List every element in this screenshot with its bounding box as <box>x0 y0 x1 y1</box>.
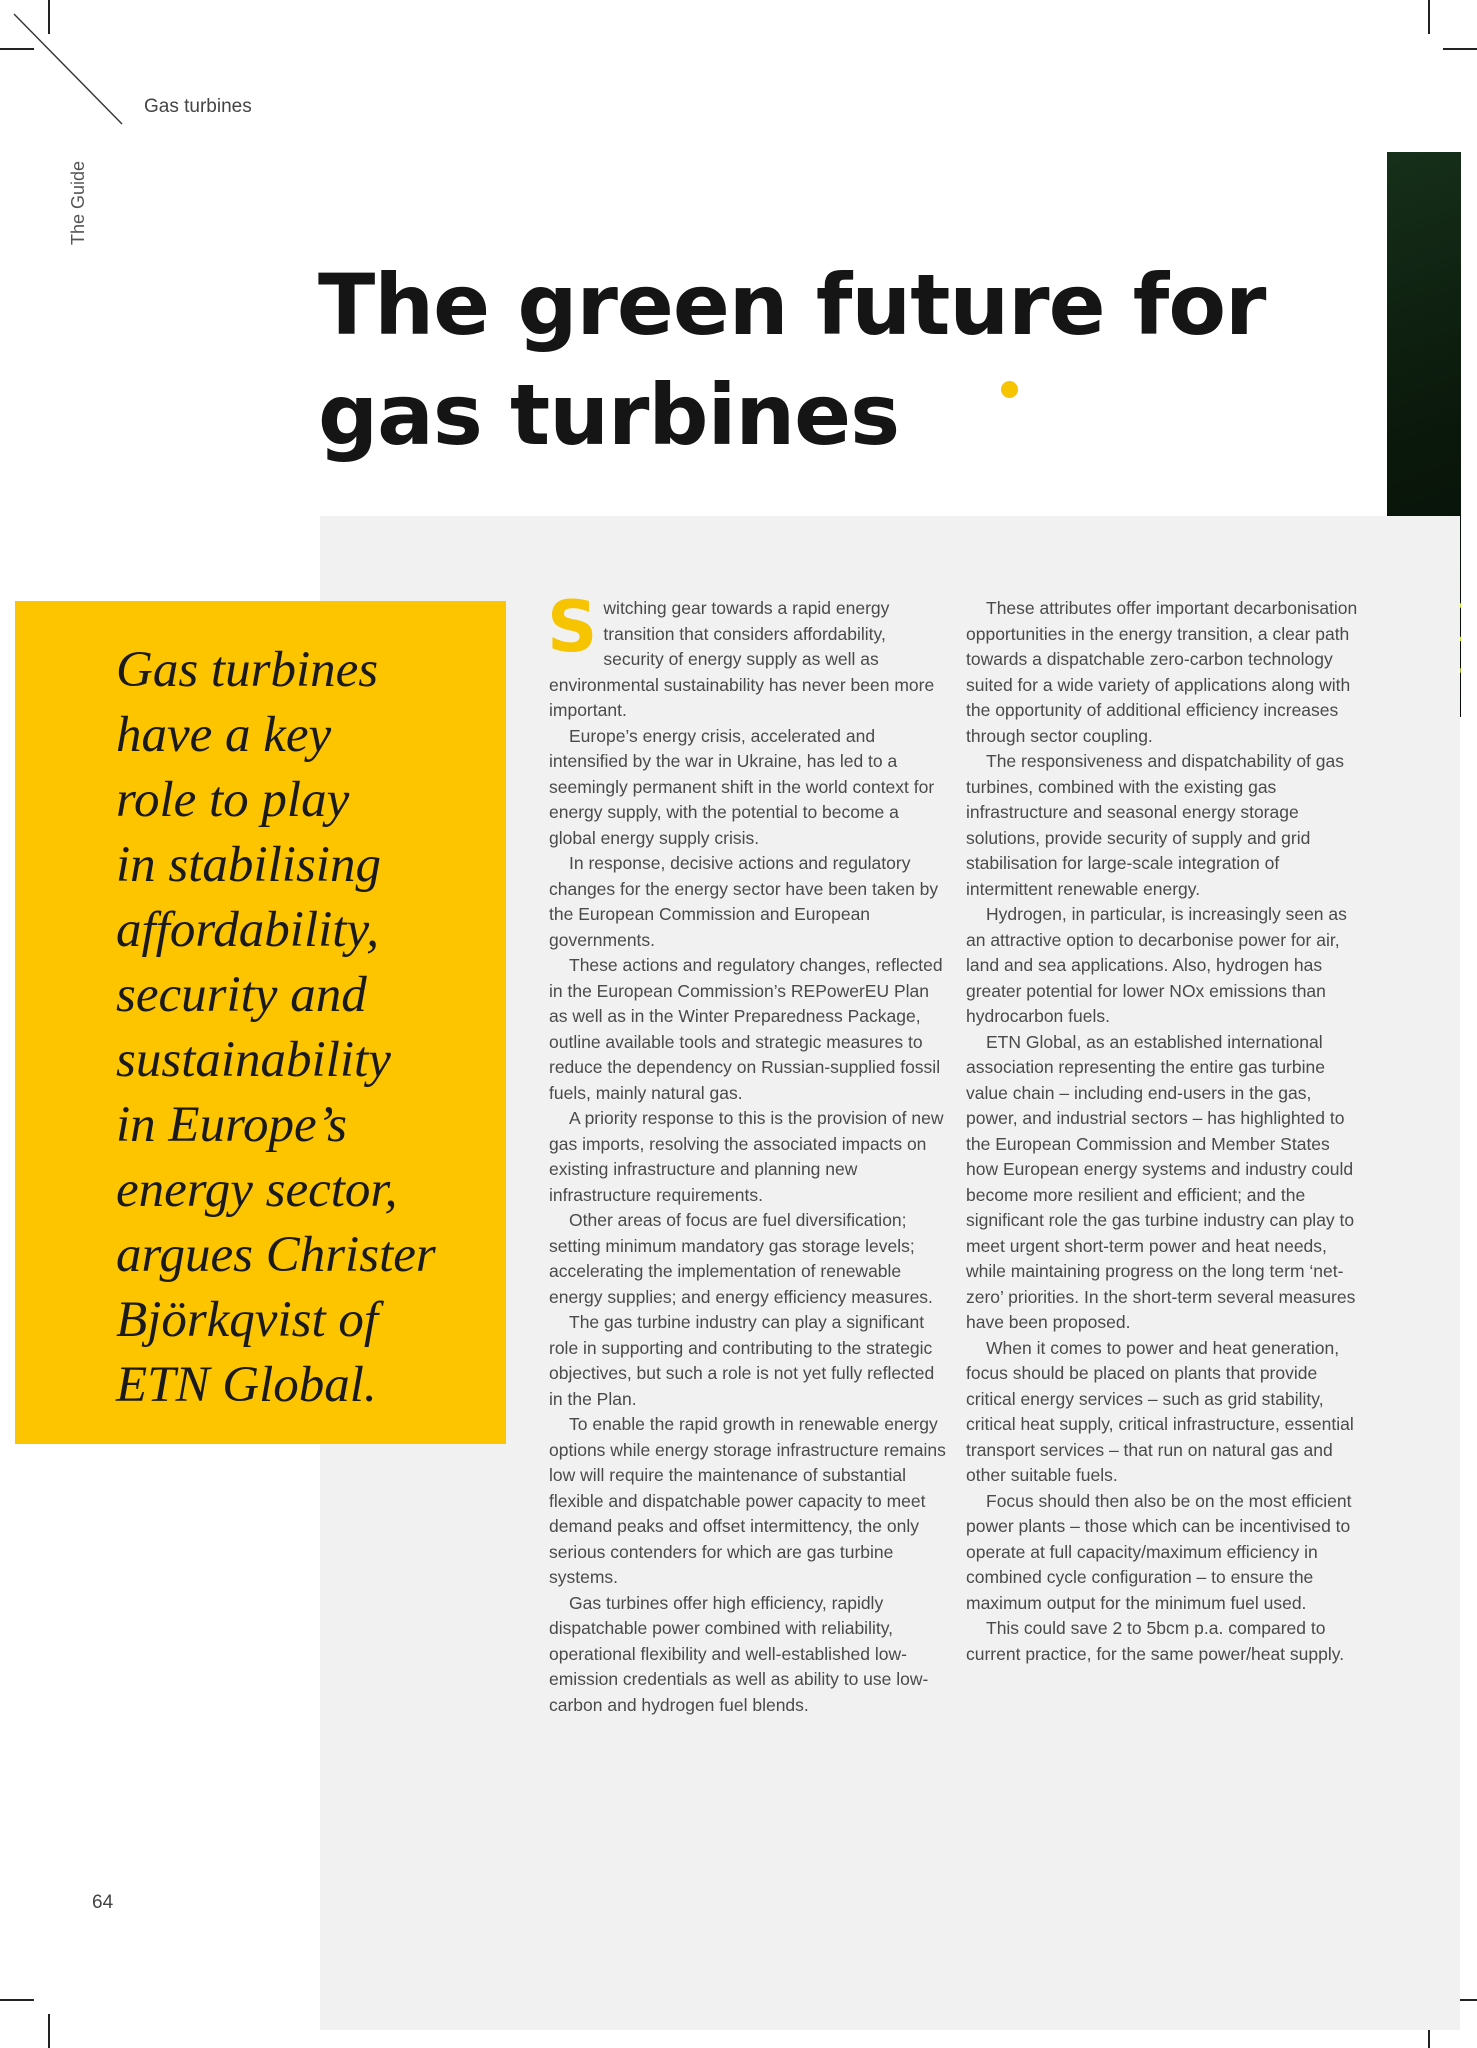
article-paragraph: Gas turbines offer high efficiency, rapidly dispatchable power combined with reliability, operational flexibility and well-established low-emission credentials as well as ability to use low-carbon and hydrogen fuel blends. <box>549 1592 929 1715</box>
crop-mark-bottom-left-h <box>0 1999 34 2001</box>
article-paragraph: This could save 2 to 5bcm p.a. compared to current practice, for the same power/heat supply. <box>966 1618 1345 1664</box>
pull-quote-line: ETN Global. <box>116 1357 377 1413</box>
pull-quote-line: argues Christer <box>116 1227 436 1283</box>
pull-quote-line: Gas turbines <box>116 642 379 698</box>
article-paragraph: The responsiveness and dispatchability of gas turbines, combined with the existing gas infrastructure and seasonal energy storage solutions, provide security of supply and grid stabilisation for large-scale integration of intermittent renewable energy. <box>966 751 1344 899</box>
pull-quote-line: in Europe’s <box>116 1097 347 1153</box>
headline-line-2: gas turbines <box>318 366 900 464</box>
article-paragraph: The gas turbine industry can play a significant role in supporting and contributing to the strategic objectives, but such a role is not yet fully reflected in the Plan. <box>549 1312 935 1409</box>
article-paragraph: To enable the rapid growth in renewable energy options while energy storage infrastructure remains low will require the maintenance of substantial flexible and dispatchable power capacity to meet demand peaks and offset intermittency, the only serious contenders for which are gas turbine systems. <box>549 1414 946 1587</box>
pull-quote-line: in stabilising <box>116 837 381 893</box>
pull-quote <box>116 638 496 1418</box>
crop-mark-top-right-v <box>1428 0 1430 34</box>
article-paragraph: Focus should then also be on the most efficient power plants – those which can be incentivised to operate at full capacity/maximum efficiency in combined cycle configuration – to ensure the maximum output for the minimum fuel used. <box>966 1490 1352 1613</box>
article-paragraph: ETN Global, as an established international association representing the entire gas turbine value chain – including end-users in the gas, power, and industrial sectors – has highlighted to the European Commission and Member States how European energy systems and industry could become more resilient and efficient; and the significant role the gas turbine industry can play to meet urgent short-term power and heat needs, while maintaining progress on the long term ‘net-zero’ priorities. In the short-term several measures have been proposed. <box>966 1031 1356 1332</box>
crop-mark-bottom-left-v <box>48 2014 50 2048</box>
page-title <box>318 250 1318 470</box>
article-paragraph: Other areas of focus are fuel diversification; setting minimum mandatory gas storage levels; accelerating the implementation of renewable energy supplies; and energy efficiency measures. <box>549 1210 933 1307</box>
side-label: The Guide <box>68 160 88 245</box>
pull-quote-line: affordability, <box>116 902 380 958</box>
section-label: Gas turbines <box>144 96 252 117</box>
headline-line-1: The green future for <box>318 256 1266 354</box>
pull-quote-line: role to play <box>116 772 350 828</box>
pull-quote-line: have a key <box>116 707 332 763</box>
article-paragraph: When it comes to power and heat generation, focus should be placed on plants that provide critical energy services – such as grid stability, critical heat supply, critical infrastructure, essential transport services – that run on natural gas and other suitable fuels. <box>966 1337 1354 1485</box>
article-paragraph: A priority response to this is the provision of new gas imports, resolving the associated impacts on existing infrastructure and planning new infrastructure requirements. <box>549 1108 944 1205</box>
page-number: 64 <box>92 1892 114 1913</box>
article-paragraph: These attributes offer important decarbonisation opportunities in the energy transition, a clear path towards a dispatchable zero-carbon technology suited for a wide variety of applications along with the opportunity of additional efficiency increases through sector coupling. <box>966 598 1358 746</box>
article-column-2 <box>966 596 1366 1667</box>
pull-quote-line: sustainability <box>116 1032 391 1088</box>
pull-quote-line: energy sector, <box>116 1162 398 1218</box>
article-paragraph: Hydrogen, in particular, is increasingly seen as an attractive option to decarbonise power for air, land and sea applications. Also, hydrogen has greater potential for lower NOx emissions than hydrocarbon fuels. <box>966 904 1347 1026</box>
first-paragraph-text: witching gear towards a rapid energy transition that considers affordability, security of energy supply as well as environmental sustainability has never been more important. <box>549 598 935 720</box>
drop-cap: S <box>547 586 598 668</box>
article-paragraph: These actions and regulatory changes, reflected in the European Commission’s REPowerEU Plan as well as in the Winter Preparedness Package, outline available tools and strategic measures to reduce the dependency on Russian-supplied fossil fuels, mainly natural gas. <box>549 955 943 1103</box>
pull-quote-line: Björkqvist of <box>116 1292 379 1348</box>
headline-accent-dot <box>1001 381 1018 398</box>
pull-quote-line: security and <box>116 967 367 1023</box>
article-column-1 <box>547 586 949 1718</box>
article-paragraph: Europe’s energy crisis, accelerated and intensified by the war in Ukraine, has led to a seemingly permanent shift in the world context for energy supply, with the potential to become a global energy supply crisis. <box>549 725 935 848</box>
article-paragraph: In response, decisive actions and regulatory changes for the energy sector have been taken by the European Commission and European governments. <box>549 853 939 950</box>
article-paragraph <box>547 586 949 724</box>
corner-diagonal-rule <box>0 0 160 140</box>
crop-mark-top-right-h <box>1443 48 1477 50</box>
